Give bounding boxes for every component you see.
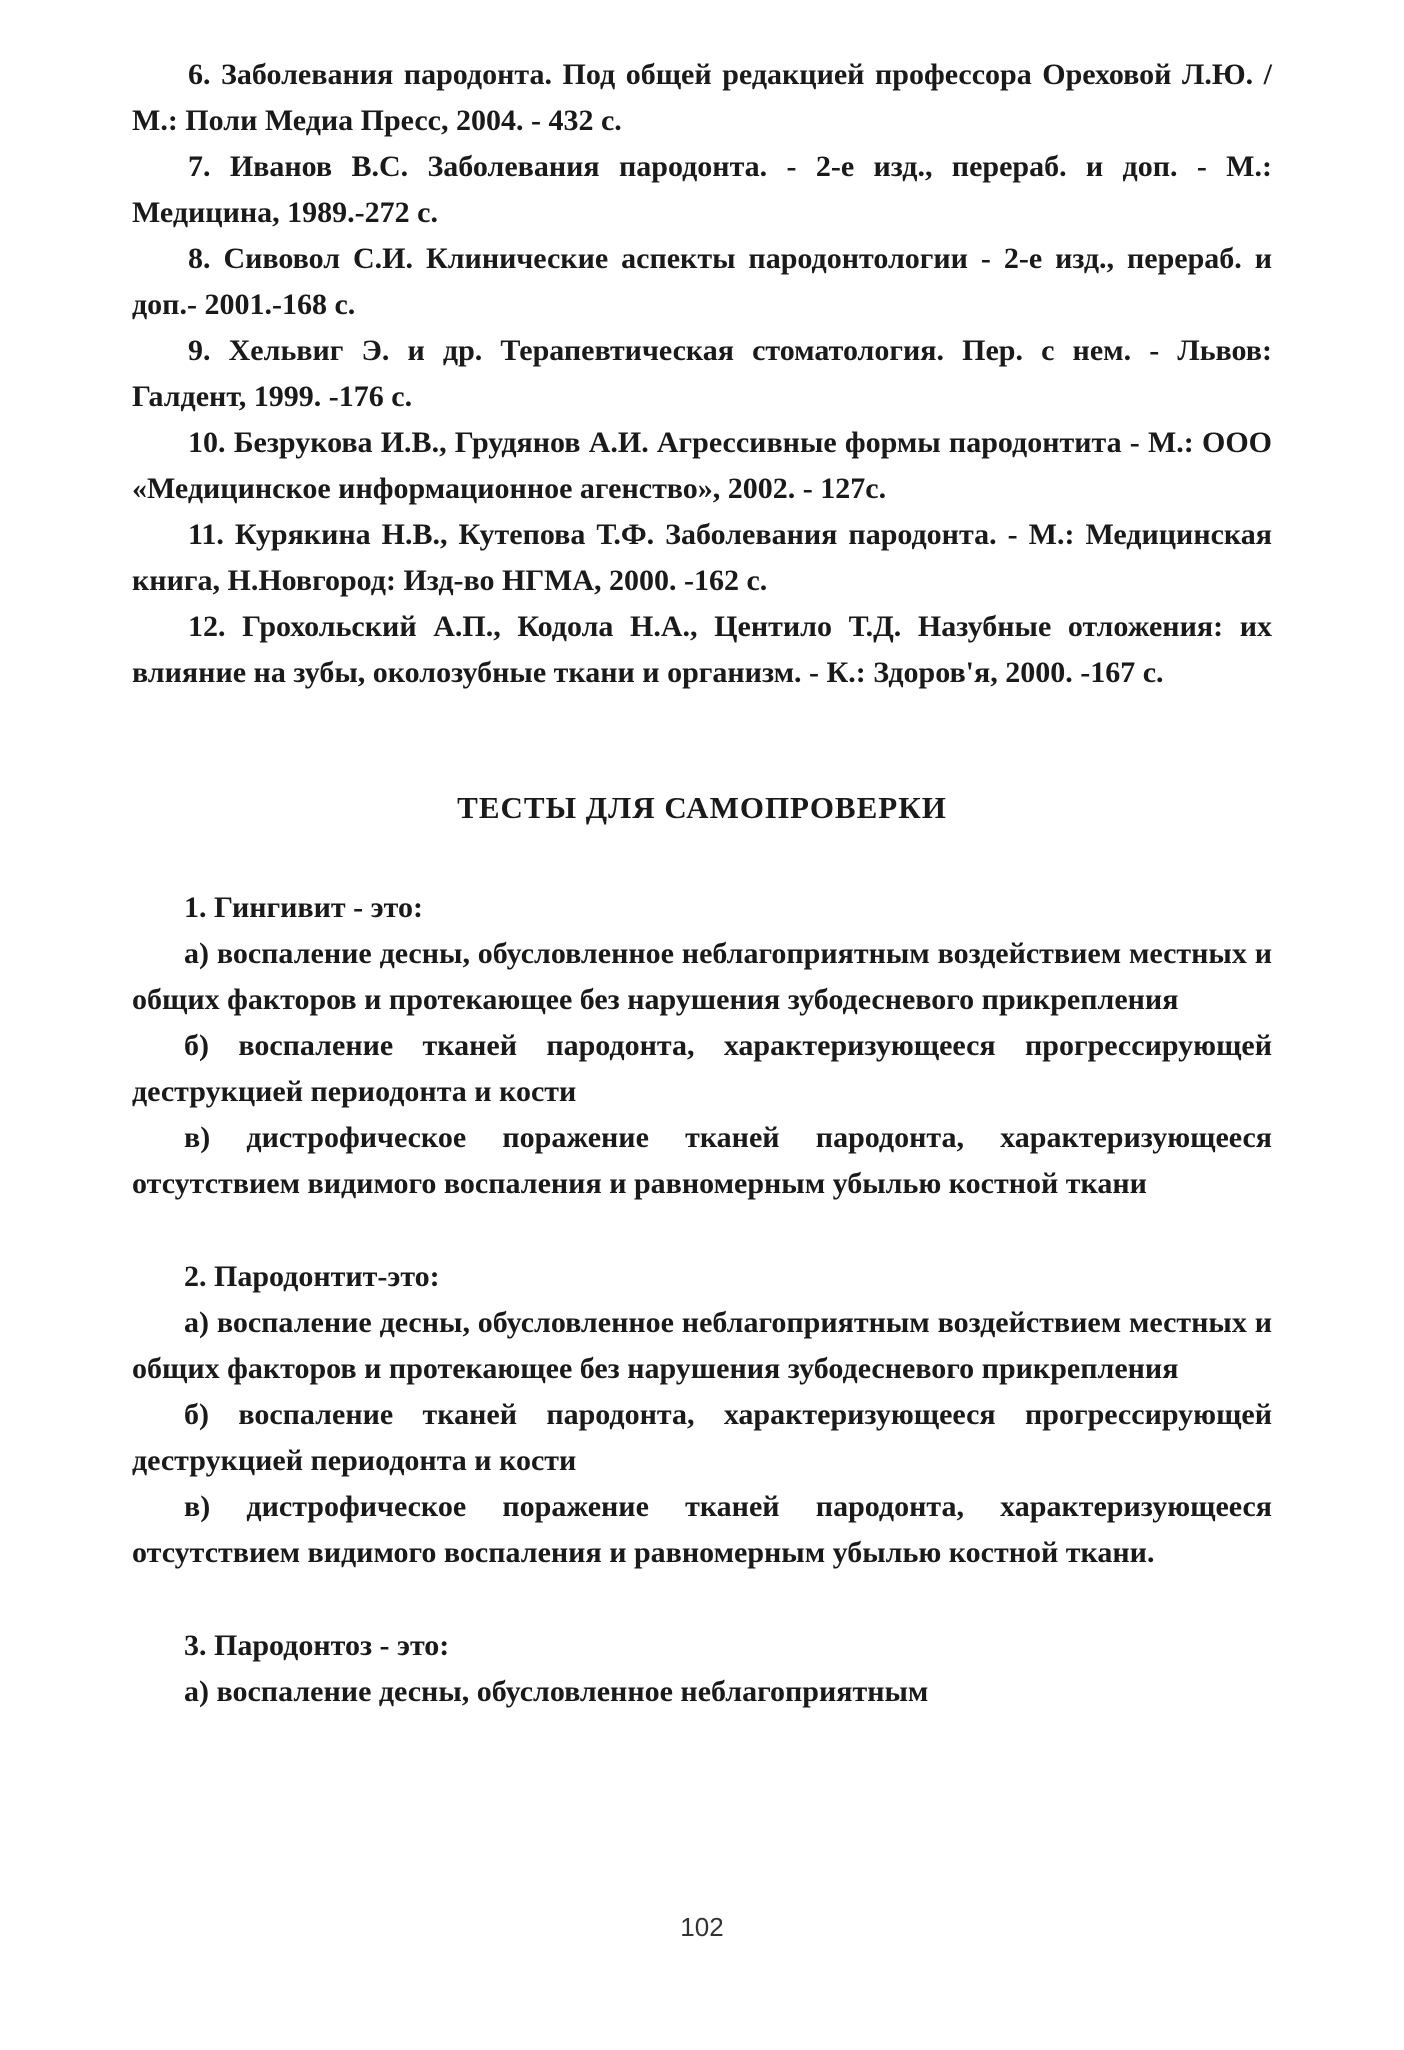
answer-option: б) воспаление тканей пародонта, характеризующееся прогрессирующей деструкцией периодонта и кости [132, 1398, 1272, 1477]
question-title: 2. Пародонтит-это: [184, 1260, 440, 1293]
section-heading: ТЕСТЫ ДЛЯ САМОПРОВЕРКИ [457, 790, 947, 825]
question-title: 3. Пародонтоз - это: [184, 1629, 450, 1662]
answer-option: а) воспаление десны, обусловленное неблагоприятным воздействием местных и общих факторов и протекающее без нарушения зубодесневого прикрепления [132, 1306, 1272, 1385]
reference-item: 8. Сивовол С.И. Клинические аспекты пародонтологии - 2-е изд., перераб. и доп.- 2001.-168 с. [132, 242, 1272, 321]
references-list [132, 52, 1272, 696]
reference-item: 11. Курякина Н.В., Кутепова Т.Ф. Заболевания пародонта. - М.: Медицинская книга, Н.Новгород: Изд-во НГМА, 2000. -162 с. [132, 518, 1272, 597]
reference-item: 10. Безрукова И.В., Грудянов А.И. Агрессивные формы пародонтита - М.: ООО «Медицинское информационное агенство», 2002. - 127с. [132, 426, 1272, 505]
page-number: 102 [680, 1912, 724, 1942]
answer-option: б) воспаление тканей пародонта, характеризующееся прогрессирующей деструкцией периодонта и кости [132, 1029, 1272, 1108]
test-question [132, 885, 1272, 1207]
test-question [132, 1254, 1272, 1576]
answer-option: а) воспаление десны, обусловленное неблагоприятным [184, 1675, 929, 1708]
reference-item: 12. Грохольский А.П., Кодола Н.А., Центило Т.Д. Назубные отложения: их влияние на зубы, околозубные ткани и организм. - К.: Здоров'я, 2000. -167 с. [132, 610, 1272, 689]
test-question [132, 1623, 1272, 1715]
answer-option: в) дистрофическое поражение тканей пародонта, характеризующееся отсутствием видимого воспаления и равномерным убылью костной ткани. [132, 1490, 1272, 1569]
answer-option: в) дистрофическое поражение тканей пародонта, характеризующееся отсутствием видимого воспаления и равномерным убылью костной ткани [132, 1121, 1272, 1200]
self-test-section [132, 885, 1272, 1762]
reference-item: 9. Хельвиг Э. и др. Терапевтическая стоматология. Пер. с нем. - Львов: Галдент, 1999. -176 с. [132, 334, 1272, 413]
question-title: 1. Гингивит - это: [184, 891, 423, 924]
reference-item: 7. Иванов В.С. Заболевания пародонта. - 2-е изд., перераб. и доп. - М.: Медицина, 1989.-272 с. [132, 150, 1272, 229]
answer-option: а) воспаление десны, обусловленное неблагоприятным воздействием местных и общих факторов и протекающее без нарушения зубодесневого прикрепления [132, 937, 1272, 1016]
reference-item: 6. Заболевания пародонта. Под общей редакцией профессора Ореховой Л.Ю. / М.: Поли Медиа Пресс, 2004. - 432 с. [132, 58, 1272, 137]
